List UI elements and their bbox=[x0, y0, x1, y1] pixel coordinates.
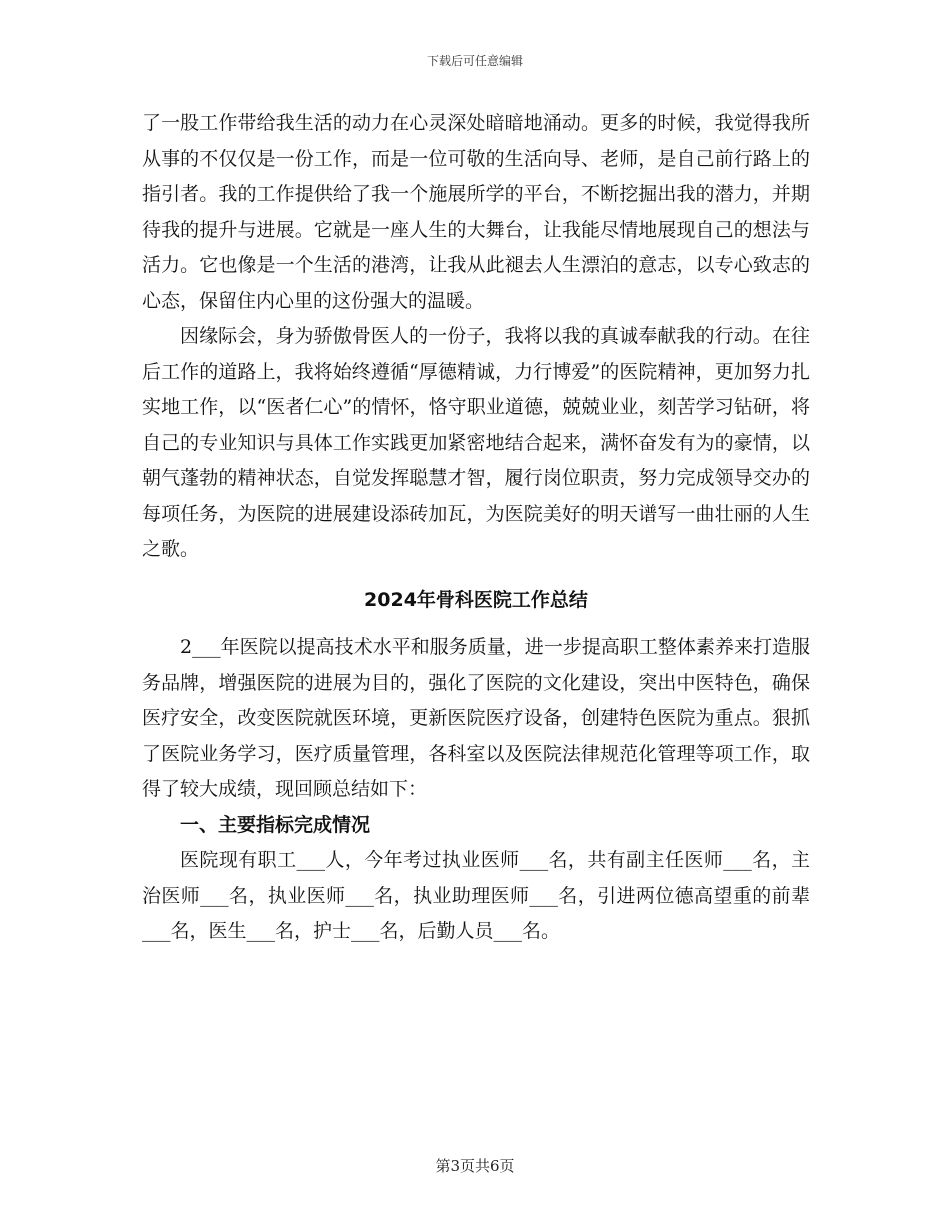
section-heading: 一、主要指标完成情况 bbox=[180, 813, 371, 836]
paragraph-continued: 了一股工作带给我生活的动力在心灵深处暗暗地涌动。更多的时候，我觉得我所从事的不仅仅是一份工作，而是一位可敬的生活向导、老师，是自己前行路上的指引者。我的工作提供给了我一个施展所学的平台，不断挖掘出我的潜力，并期待我的提升与进展。它就是一座人生的大舞台，让我能尽情地展现自己的想法与活力。它也像是一个生活的港湾，让我从此褪去人生漂泊的意志，以专心致志的心态，保留住内心里的这份强大的温暖。 bbox=[142, 112, 810, 312]
paragraph-intro: 2___年医院以提高技术水平和服务质量，进一步提高职工整体素养来打造服务品牌，增强医院的进展为目的，强化了医院的文化建设，突出中医特色，确保医疗安全，改变医院就医环境，更新医院医疗设备，创建特色医院为重点。狠抓了医院业务学习，医疗质量管理，各科室以及医院法律规范化管理等项工作，取得了较大成绩，现回顾总结如下： bbox=[142, 636, 810, 800]
document-body bbox=[142, 106, 810, 950]
paragraph-dedication: 因缘际会，身为骄傲骨医人的一份子，我将以我的真诚奉献我的行动。在往后工作的道路上，我将始终遵循“厚德精诚，力行博爱”的医院精神，更加努力扎实地工作，以“医者仁心”的情怀，恪守职业道德，兢兢业业，刻苦学习钻研，将自己的专业知识与具体工作实践更加紧密地结合起来，满怀奋发有为的豪情，以朝气蓬勃的精神状态，自觉发挥聪慧才智，履行岗位职责，努力完成领导交办的每项任务，为医院的进展建设添砖加瓦，为医院美好的明天谱写一曲壮丽的人生之歌。 bbox=[142, 325, 810, 560]
paragraph-staff: 医院现有职工___人，今年考过执业医师___名，共有副主任医师___名，主治医师___名，执业医师___名，执业助理医师___名，引进两位德高望重的前辈___名，医生___名，护士___名，后勤人员___名。 bbox=[142, 849, 810, 942]
page-header: 下载后可任意编辑 bbox=[426, 54, 523, 68]
section-title: 2024年骨科医院工作总结 bbox=[364, 588, 588, 611]
page-footer: 第3页共6页 bbox=[435, 1157, 515, 1175]
